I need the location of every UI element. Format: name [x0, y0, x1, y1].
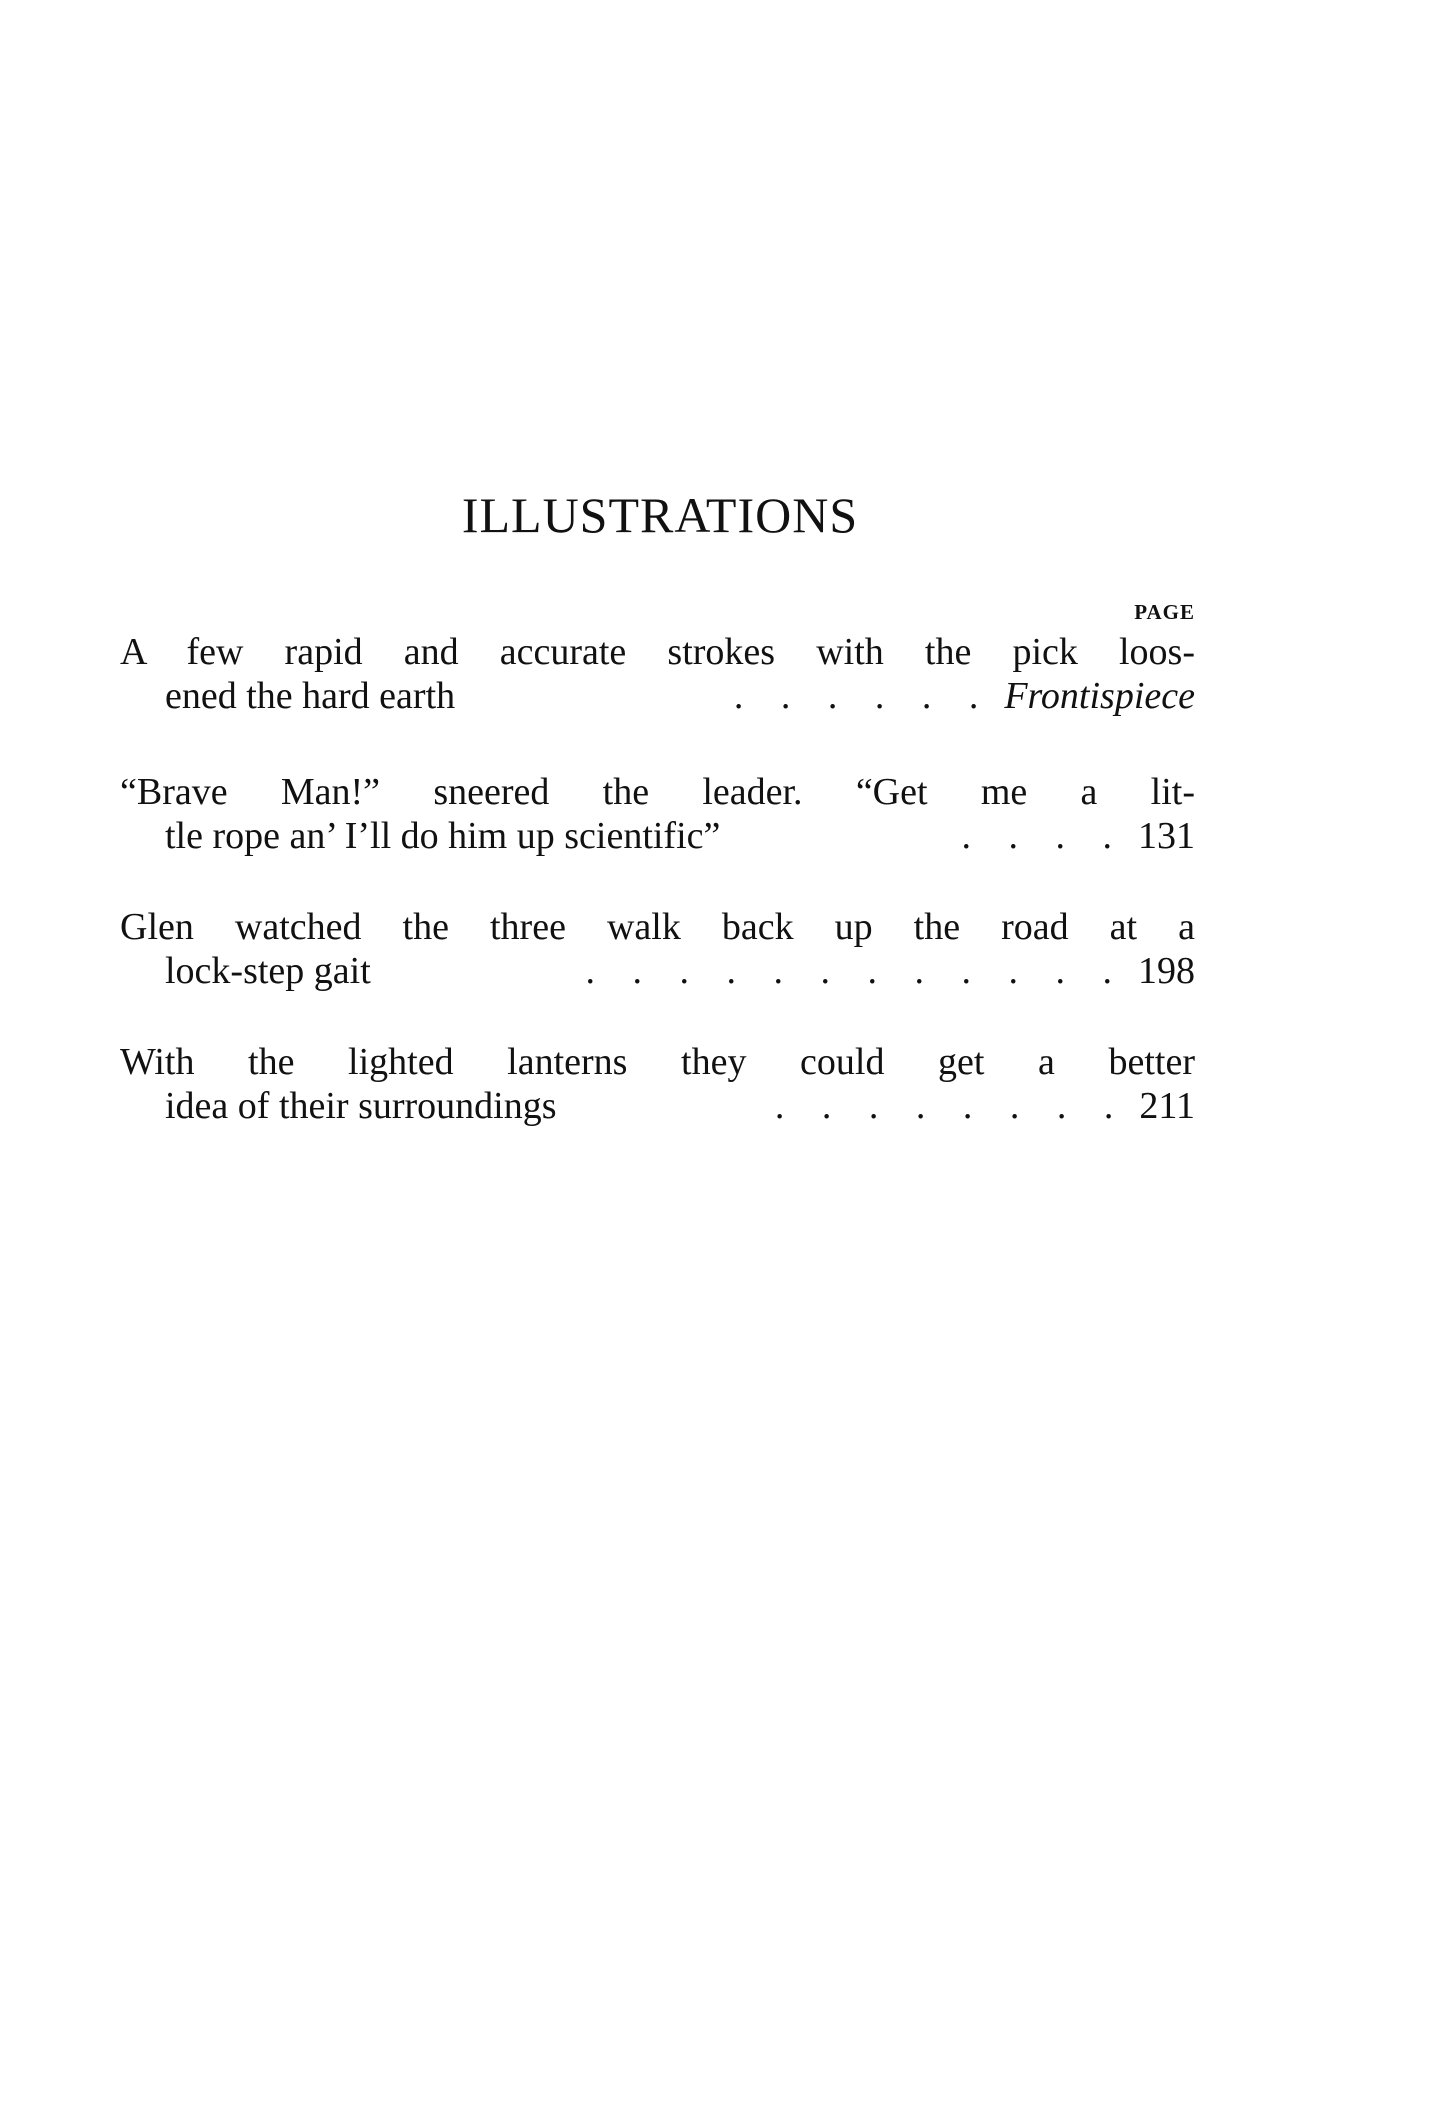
entry-caption-line-2-row: [120, 674, 1195, 718]
entry-caption-line-2-row: [120, 814, 1195, 858]
entry-caption-line-1: Glen watched the three walk back up the road at a: [120, 906, 1195, 948]
dot-leader: . . . .: [961, 815, 1126, 857]
illustration-entry: [120, 1040, 1195, 1128]
page-column-label: PAGE: [1134, 600, 1195, 624]
entry-page-reference: Frontispiece: [1004, 675, 1195, 717]
illustration-entry: [120, 770, 1195, 858]
illustration-entry: [120, 630, 1195, 718]
page-title: ILLUSTRATIONS: [461, 487, 859, 543]
entry-caption-line-2: ened the hard earth: [165, 675, 456, 717]
entry-page-number: 211: [1139, 1085, 1195, 1127]
entry-caption-line-2: tle rope an’ I’ll do him up scientific”: [165, 815, 721, 857]
illustration-entry: [120, 905, 1195, 993]
entry-caption-line-1: “Brave Man!” sneered the leader. “Get me a lit-: [120, 771, 1195, 813]
entry-caption-line-1: A few rapid and accurate strokes with the pick loos-: [120, 631, 1195, 673]
entry-caption-line-2-row: [120, 949, 1195, 993]
entry-caption-line-2: lock-step gait: [165, 950, 371, 992]
entry-page-number: 131: [1138, 815, 1195, 857]
entry-page-number: 198: [1138, 950, 1195, 992]
dot-leader: . . . . . .: [733, 675, 993, 717]
dot-leader: . . . . . . . .: [774, 1085, 1128, 1127]
dot-leader: . . . . . . . . . . . .: [585, 950, 1126, 992]
entry-caption-line-2-row: [120, 1084, 1195, 1128]
entry-caption-line-2: idea of their surroundings: [165, 1085, 557, 1127]
entry-caption-line-1: With the lighted lanterns they could get a better: [120, 1041, 1195, 1083]
